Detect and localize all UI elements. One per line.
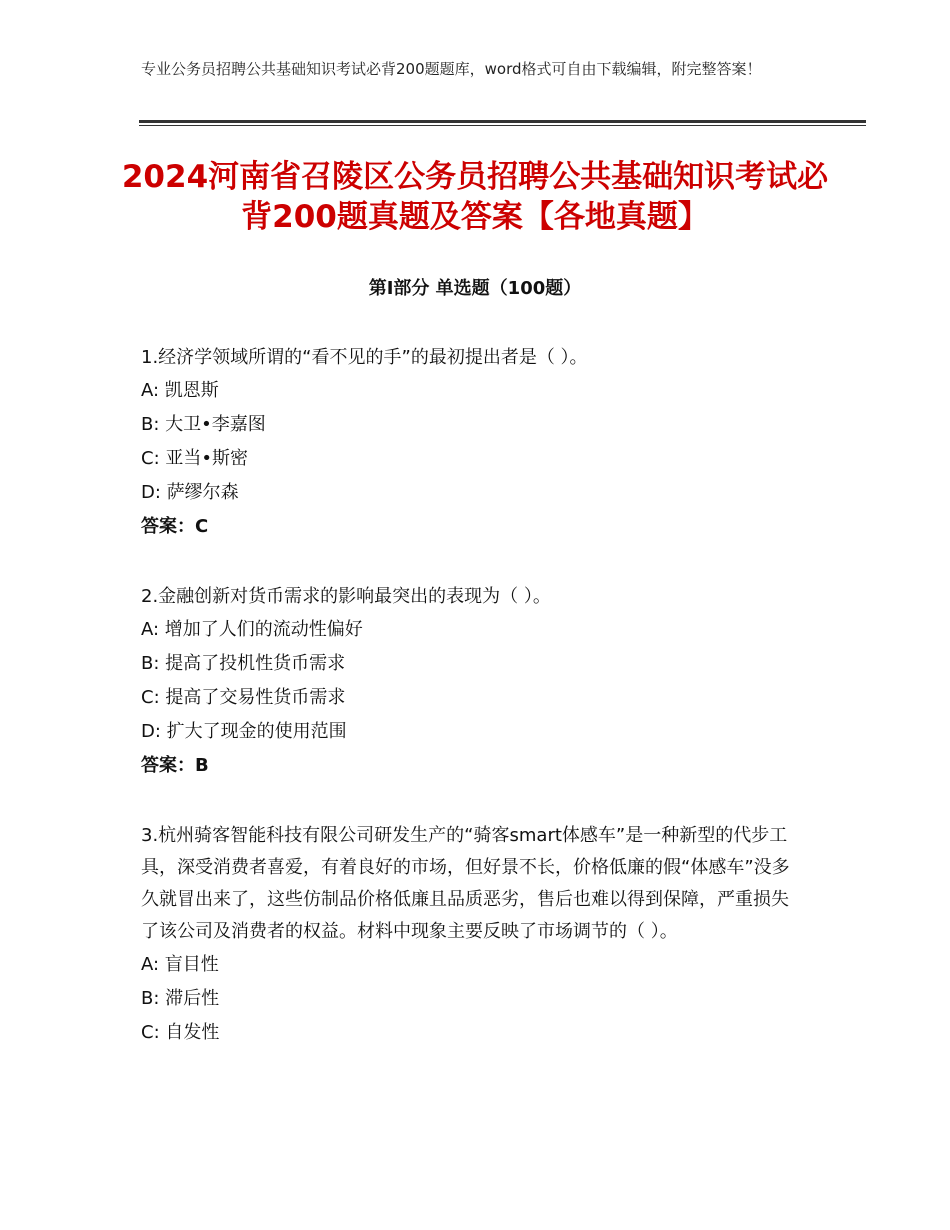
option-d: D: 萨缪尔森 xyxy=(141,482,239,503)
option-c: C: 提高了交易性货币需求 xyxy=(141,687,346,708)
header-divider-thick xyxy=(139,120,866,123)
answer: 答案：C xyxy=(141,516,209,537)
option-c: C: 亚当•斯密 xyxy=(141,448,248,469)
option-b: B: 提高了投机性货币需求 xyxy=(141,653,346,674)
option-d: D: 扩大了现金的使用范围 xyxy=(141,721,347,742)
header-note: 专业公务员招聘公共基础知识考试必背200题题库，word格式可自由下载编辑，附完整答案！ xyxy=(141,60,762,78)
document-title: 2024河南省召陵区公务员招聘公共基础知识考试必背200题真题及答案【各地真题】 xyxy=(121,159,829,235)
question-stem: 3.杭州骑客智能科技有限公司研发生产的“骑客smart体感车”是一种新型的代步工具，深受消费者喜爱，有着良好的市场，但好景不长，价格低廉的假“体感车”没多久就冒出来了，这些仿制品价格低廉且品质恶劣，售后也难以得到保障，严重损失了该公司及消费者的权益。材料中现象主要反映了市场调节的（ ）。 xyxy=(141,825,790,942)
option-b: B: 滞后性 xyxy=(141,988,220,1009)
option-c: C: 自发性 xyxy=(141,1022,220,1043)
option-a: A: 凯恩斯 xyxy=(141,380,219,401)
option-b: B: 大卫•李嘉图 xyxy=(141,414,266,435)
option-a: A: 增加了人们的流动性偏好 xyxy=(141,619,363,640)
question-1 xyxy=(141,342,801,544)
question-stem: 1.经济学领域所谓的“看不见的手”的最初提出者是（ ）。 xyxy=(141,347,588,368)
header-divider-thin xyxy=(139,125,866,126)
answer: 答案：B xyxy=(141,755,209,776)
question-2 xyxy=(141,581,801,783)
section-heading: 第Ⅰ部分 单选题（100题） xyxy=(368,278,582,299)
option-a: A: 盲目性 xyxy=(141,954,219,975)
question-3 xyxy=(141,820,801,1050)
question-stem: 2.金融创新对货币需求的影响最突出的表现为（ ）。 xyxy=(141,586,551,607)
